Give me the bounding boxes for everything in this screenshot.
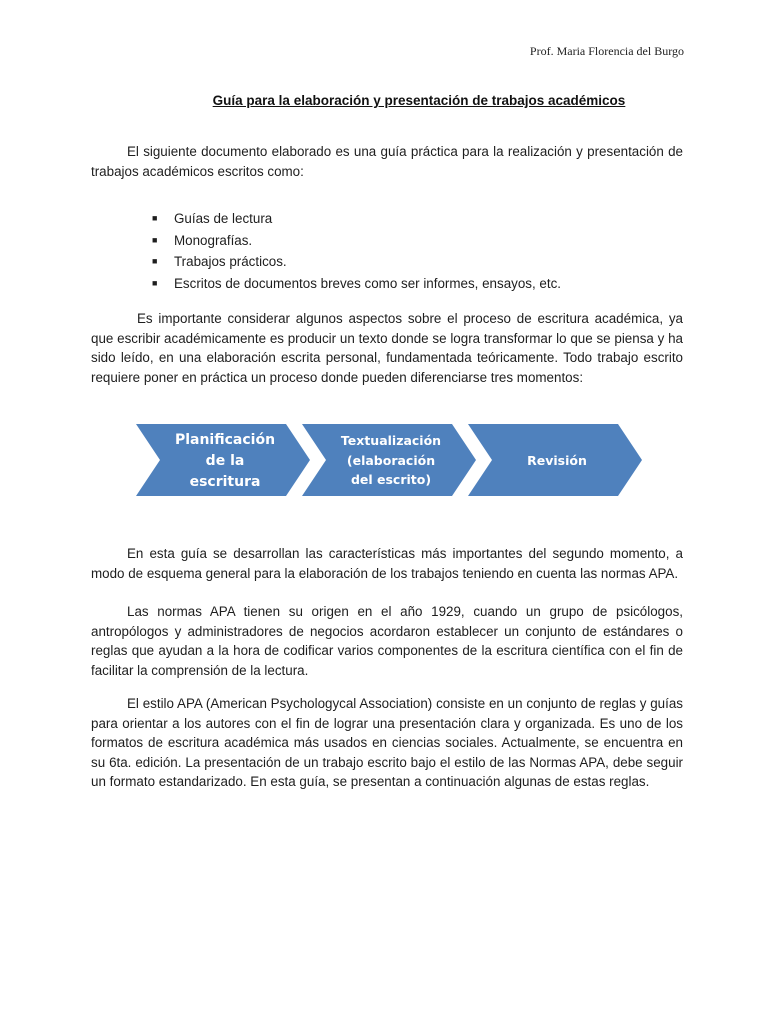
list-item-text: Monografías. bbox=[174, 232, 253, 248]
step2-line3: del escrito) bbox=[350, 472, 432, 487]
writing-process-diagram bbox=[134, 423, 646, 497]
list-item-text: Trabajos prácticos. bbox=[174, 254, 287, 269]
step1-line1: Planificación bbox=[174, 432, 276, 448]
origin-paragraph: Las normas APA tienen su origen en el año 1929, cuando un grupo de psicólogos, antropólogos y administradores de negocios acordaron establecer un conjunto de estándares o reglas que ayudan a la hora de codificar varios componentes de la escritura científica con el fin de facilitar la comprensión de la lectura. bbox=[91, 604, 683, 678]
guide-paragraph: En esta guía se desarrollan las características más importantes del segundo momento, a modo de esquema general para la elaboración de los trabajos teniendo en cuenta las normas APA. bbox=[91, 546, 683, 581]
bullet-icon: ■ bbox=[152, 256, 158, 266]
intro-paragraph: El siguiente documento elaborado es una guía práctica para la realización y presentación de trabajos académicos escritos como: bbox=[91, 144, 683, 179]
process-paragraph: Es importante considerar algunos aspectos sobre el proceso de escritura académica, ya que escribir académicamente es producir un texto donde se logra transformar lo que se piensa y ha sido leído, en una elaboración escrita personal, fundamentada teóricamente. Todo trabajo escrito requiere poner en práctica un proceso donde pueden diferenciarse tres momentos: bbox=[91, 311, 683, 386]
list-item bbox=[152, 208, 561, 230]
list-item-text: Escritos de documentos breves como ser informes, ensayos, etc. bbox=[174, 275, 562, 291]
document-title: Guía para la elaboración y presentación de trabajos académicos bbox=[212, 93, 626, 108]
list-item-text: Guías de lectura bbox=[174, 211, 273, 226]
bullet-icon: ■ bbox=[152, 277, 158, 288]
step2-line1: Textualización bbox=[340, 433, 442, 448]
list-item bbox=[152, 251, 561, 273]
bullet-icon: ■ bbox=[152, 234, 158, 245]
bullet-list bbox=[152, 208, 561, 294]
step2-line2: (elaboración bbox=[346, 453, 436, 468]
header-author: Prof. Maria Florencia del Burgo bbox=[529, 44, 684, 58]
bullet-icon: ■ bbox=[152, 213, 158, 223]
step3-line1: Revisión bbox=[527, 453, 587, 468]
style-paragraph: El estilo APA (American Psychologycal Association) consiste en un conjunto de reglas y guías para orientar a los autores con el fin de lograr una presentación clara y organizada. Es uno de los formatos de escritura académica más usados en ciencias sociales. Actualmente, se encuentra en su 6ta. edición. La presentación de un trabajo escrito bajo el estilo de las Normas APA, debe seguir un formato estandarizado. En esta guía, se presentan a continuación algunas de estas reglas. bbox=[91, 696, 683, 789]
list-item bbox=[152, 230, 561, 252]
step1-line2: de la bbox=[205, 453, 245, 469]
list-item bbox=[152, 273, 561, 295]
step1-line3: escritura bbox=[189, 474, 261, 490]
